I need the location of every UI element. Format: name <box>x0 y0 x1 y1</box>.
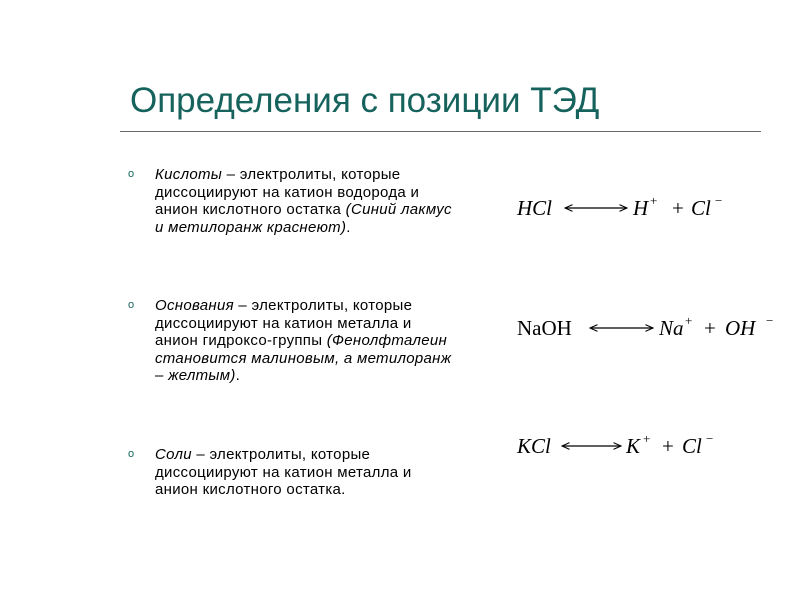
definition-body: электролиты, которые диссоциируют на катион металла и анион гидроксо-группы <box>155 297 413 349</box>
slide-title: Определения с позиции ТЭД <box>130 81 600 120</box>
definition-text <box>155 166 455 236</box>
cation-formula: H <box>633 196 649 220</box>
anion-charge: − <box>706 431 714 446</box>
definition-dash: – <box>233 297 252 314</box>
equation-naoh <box>517 313 773 340</box>
definition-tail: . <box>346 218 351 236</box>
definition-dash: – <box>222 166 240 183</box>
plus-sign: + <box>672 196 684 220</box>
equation-hcl <box>516 193 722 220</box>
definition-text <box>155 446 455 499</box>
anion-charge: − <box>715 193 723 208</box>
definition-term: Соли <box>155 446 192 463</box>
definition-acids <box>128 166 452 236</box>
anion-charge: − <box>766 313 774 328</box>
indicator-note: (Синий лакмус и метилоранж краснеют) <box>155 201 452 236</box>
definition-dash: – <box>191 446 210 463</box>
definition-body: электролиты, которые диссоциируют на катион водорода и анион кислотного остатка <box>155 166 420 218</box>
cation-charge: + <box>685 313 693 328</box>
reactant-formula: KCl <box>517 434 551 458</box>
title-divider <box>120 131 761 132</box>
reactant-formula: NaOH <box>517 316 572 340</box>
anion-formula: OH <box>725 316 756 340</box>
definition-text <box>155 297 455 385</box>
anion-formula: Cl <box>682 434 702 458</box>
cation-formula: K <box>626 434 641 458</box>
definition-tail: . <box>235 367 241 384</box>
cation-charge: + <box>650 193 658 208</box>
definition-body: электролиты, которые диссоциируют на катион металла и анион кислотного остатка. <box>155 446 412 498</box>
anion-formula: Cl <box>691 196 711 220</box>
definition-term: Кислоты <box>155 166 223 183</box>
plus-sign: + <box>662 434 674 458</box>
dissociation-equations <box>505 178 795 478</box>
bullet-icon: o <box>128 448 135 460</box>
bullet-icon: o <box>128 299 135 311</box>
cation-charge: + <box>643 431 651 446</box>
plus-sign: + <box>704 316 716 340</box>
indicator-note: (Фенолфталеин становится малиновым, а метилоранж – желтым) <box>155 332 452 384</box>
definition-salts <box>128 446 448 499</box>
reactant-formula: HCl <box>517 196 553 220</box>
cation-formula: Na <box>659 316 684 340</box>
definition-bases <box>128 297 452 385</box>
definition-term: Основания <box>155 297 234 314</box>
bullet-icon: o <box>128 168 135 180</box>
equation-kcl <box>516 431 713 458</box>
